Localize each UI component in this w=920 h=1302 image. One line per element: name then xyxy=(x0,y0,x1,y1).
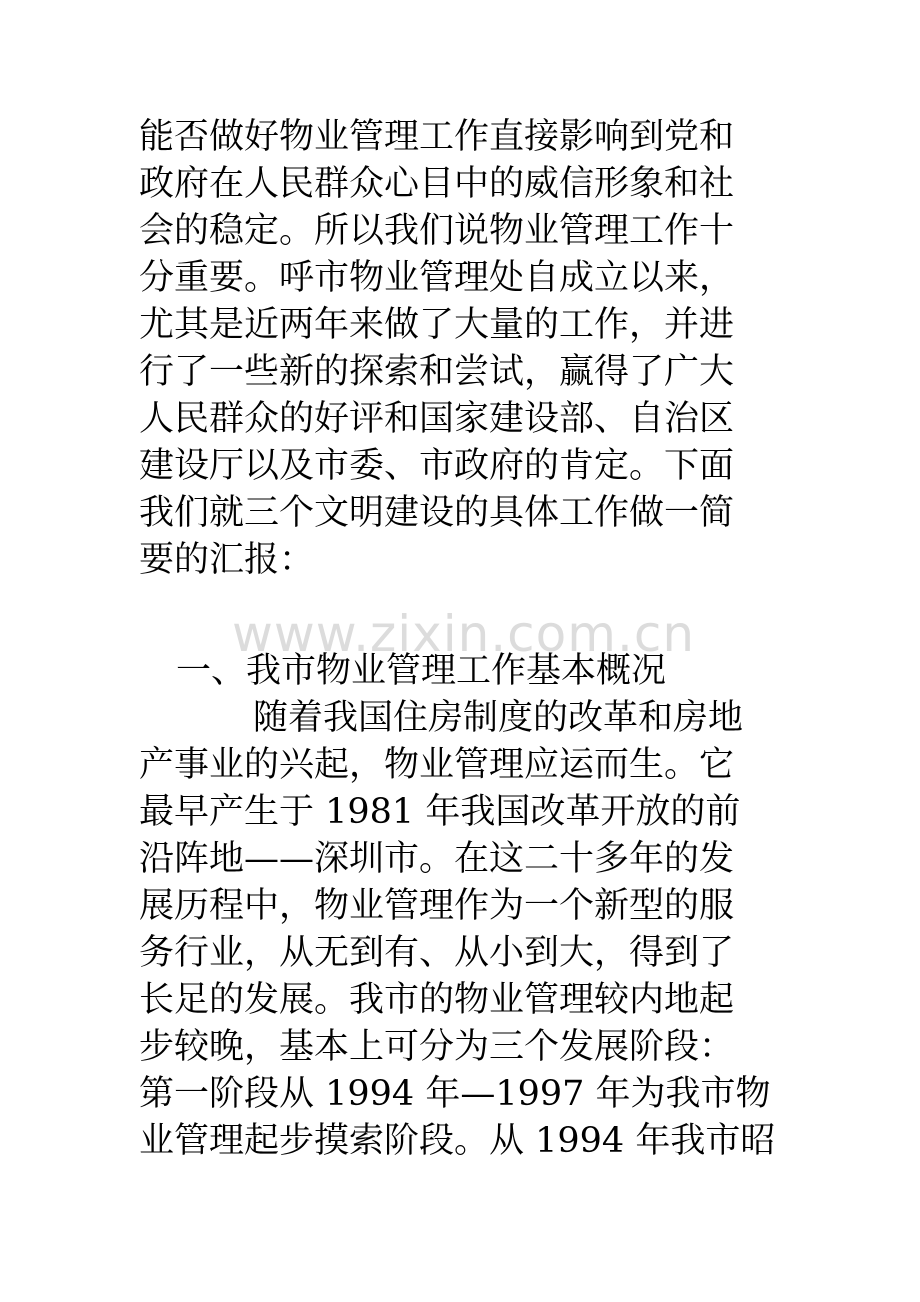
text-line: 政府在人民群众心目中的威信形象和社 xyxy=(139,164,735,204)
text-line: 建设厅以及市委、市政府的肯定。下面 xyxy=(139,446,735,486)
text-line: 行了一些新的探索和尝试，赢得了广大 xyxy=(139,352,735,392)
text-line: 最早产生于 1981 年我国改革开放的前 xyxy=(139,792,741,832)
text-line: 务行业，从无到有、从小到大，得到了 xyxy=(139,933,735,973)
text-line: 随着我国住房制度的改革和房地 xyxy=(253,698,744,738)
text-line: 要的汇报： xyxy=(139,540,315,580)
section-heading: 一、我市物业管理工作基本概况 xyxy=(176,651,667,691)
body-paragraph xyxy=(139,695,789,1165)
text-line: 业管理起步摸索阶段。从 1994 年我市昭 xyxy=(139,1121,776,1161)
text-line: 产事业的兴起，物业管理应运而生。它 xyxy=(139,745,735,785)
watermark: www.zixin.com.cn xyxy=(232,605,696,663)
text-line: 展历程中，物业管理作为一个新型的服 xyxy=(139,886,735,926)
text-line: 人民群众的好评和国家建设部、自治区 xyxy=(139,399,735,439)
text-line: 尤其是近两年来做了大量的工作，并进 xyxy=(139,305,735,345)
intro-paragraph xyxy=(139,114,789,584)
text-line: 长足的发展。我市的物业管理较内地起 xyxy=(139,980,735,1020)
text-line: 我们就三个文明建设的具体工作做一简 xyxy=(139,493,735,533)
text-line: 能否做好物业管理工作直接影响到党和 xyxy=(139,117,735,157)
text-line: 会的稳定。所以我们说物业管理工作十 xyxy=(139,211,735,251)
text-line: 分重要。呼市物业管理处自成立以来， xyxy=(139,258,735,298)
text-line: 步较晚，基本上可分为三个发展阶段： xyxy=(139,1027,735,1067)
text-line: 第一阶段从 1994 年—1997 年为我市物 xyxy=(139,1074,771,1114)
text-line: 沿阵地——深圳市。在这二十多年的发 xyxy=(139,839,735,879)
